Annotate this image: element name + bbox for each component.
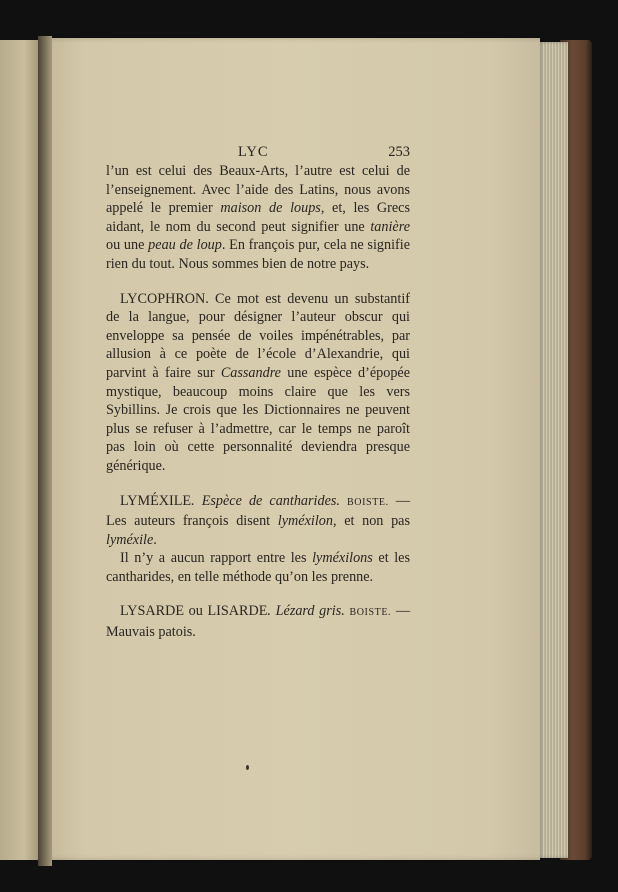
page-number: 253 [388, 144, 410, 160]
spine-gutter [38, 36, 52, 866]
entry-lycophron: LYCOPHRON. Ce mot est devenu un substantif de la langue, pour désigner l’auteur obscur qui enveloppe sa pensée de voiles impénétrables, par allusion à ce poète de l’école d’Alexandrie, qui parvint à faire sur Cassandre une espèce d’épopée mystique, beaucoup moins claire que les vers Sybillins. Je crois que les Dictionnaires ne peuvent plus se refuser à l’admettre, car le temps ne paroît pas loin où cette personnalité deviendra presque générique. [106, 290, 411, 474]
source-boiste: BOISTE. [347, 496, 389, 508]
source-boiste: BOISTE. [349, 607, 392, 619]
entry-lysarde: LYSARDE ou LISARDE. Lézard gris. BOISTE. — Mauvais patois. [106, 603, 410, 641]
page-text [106, 162, 410, 642]
headword-lisarde: LISARDE [207, 603, 268, 620]
paragraph-lymexilons: Il n’y a aucun rapport entre les lyméxilons et les cantharides, en telle méthode qu’on les prenne. [106, 550, 410, 585]
entry-lymexile: LYMÉXILE. Espèce de cantharides. BOISTE. — Les auteurs françois disent lyméxilon, et non pas lyméxile. [106, 492, 410, 548]
headword-lymexile: LYMÉXILE [120, 492, 192, 509]
headword-lycophron: LYCOPHRON [120, 290, 206, 307]
running-head-title: LYC [238, 144, 269, 160]
ink-speck [246, 765, 249, 770]
running-head [106, 144, 410, 164]
headword-lysarde: LYSARDE [120, 603, 185, 620]
paragraph-intro: l’un est celui des Beaux-Arts, l’autre est celui de l’enseignement. Avec l’aide des Latins, nous avons appelé le premier maison de loups, et, les Grecs aidant, le nom du second peut signifier une tanière ou une peau de loup. En françois pur, cela ne signifie rien du tout. Nous sommes bien de notre pays. [106, 163, 410, 272]
